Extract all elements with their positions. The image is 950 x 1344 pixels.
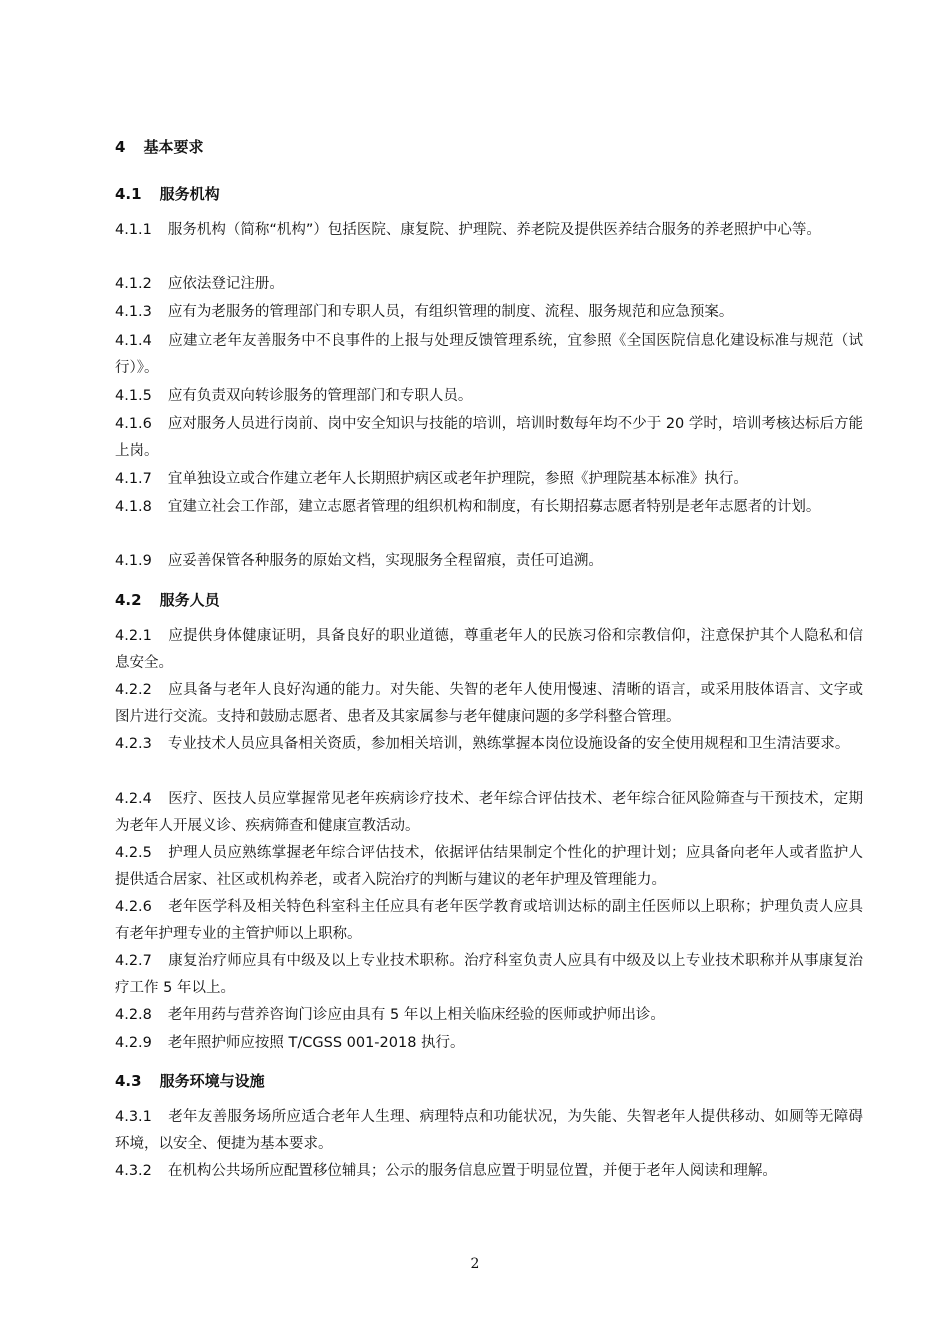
clause-text: 老年友善服务场所应适合老年人生理、病理特点和功能状况，为失能、失智老年人提供移动、如厕等无障碍环境，以安全、便捷为基本要求。 xyxy=(115,1109,863,1152)
clause-number: 4.1.6 xyxy=(115,416,152,432)
section-heading xyxy=(115,137,203,157)
clause xyxy=(115,299,863,326)
clause-number: 4.1.1 xyxy=(115,222,152,238)
clause-text: 康复治疗师应具有中级及以上专业技术职称。治疗科室负责人应具有中级及以上专业技术职称并从事康复治疗工作 5 年以上。 xyxy=(115,953,863,996)
clause-text: 在机构公共场所应配置移位辅具；公示的服务信息应置于明显位置，并便于老年人阅读和理解。 xyxy=(167,1163,777,1179)
clause-text: 应提供身体健康证明，具备良好的职业道德，尊重老年人的民族习俗和宗教信仰，注意保护其个人隐私和信息安全。 xyxy=(115,628,863,671)
clause-text: 应妥善保管各种服务的原始文档，实现服务全程留痕，责任可追溯。 xyxy=(167,553,603,569)
clause-number: 4.1.8 xyxy=(115,499,152,515)
clause xyxy=(115,217,863,244)
clause-number: 4.2.5 xyxy=(115,845,152,861)
clause-number: 4.1.4 xyxy=(115,333,152,349)
clause-number: 4.2.7 xyxy=(115,953,152,969)
subsection-title: 服务人员 xyxy=(159,591,220,609)
subsection-heading xyxy=(115,184,220,204)
clause xyxy=(115,494,863,521)
clause-number: 4.1.3 xyxy=(115,304,152,320)
page-number: 2 xyxy=(470,1256,480,1272)
clause-number: 4.2.2 xyxy=(115,682,152,698)
subsection-number: 4.1 xyxy=(115,185,142,203)
clause-number: 4.1.2 xyxy=(115,276,152,292)
clause-text: 宜单独设立或合作建立老年人长期照护病区或老年护理院，参照《护理院基本标准》执行。 xyxy=(167,471,748,487)
clause-number: 4.1.5 xyxy=(115,388,152,404)
clause xyxy=(115,840,863,894)
clause-text: 应依法登记注册。 xyxy=(167,276,284,292)
clause xyxy=(115,383,863,410)
clause-text: 应具备与老年人良好沟通的能力。对失能、失智的老年人使用慢速、清晰的语言，或采用肢体语言、文字或图片进行交流。支持和鼓励志愿者、患者及其家属参与老年健康问题的多学科整合管理。 xyxy=(115,682,863,725)
clause-text: 老年用药与营养咨询门诊应由具有 5 年以上相关临床经验的医师或护师出诊。 xyxy=(167,1007,665,1023)
clause-text: 服务机构（简称“机构”）包括医院、康复院、护理院、养老院及提供医养结合服务的养老照护中心等。 xyxy=(167,222,821,238)
clause-text: 护理人员应熟练掌握老年综合评估技术，依据评估结果制定个性化的护理计划；应具备向老年人或者监护人提供适合居家、社区或机构养老，或者入院治疗的判断与建议的老年护理及管理能力。 xyxy=(115,845,863,888)
section-number: 4 xyxy=(115,138,126,156)
clause xyxy=(115,328,863,382)
clause xyxy=(115,271,863,298)
clause xyxy=(115,1158,863,1185)
clause xyxy=(115,1104,863,1158)
clause xyxy=(115,1002,863,1029)
clause-number: 4.3.1 xyxy=(115,1109,152,1125)
clause-number: 4.1.7 xyxy=(115,471,152,487)
subsection-number: 4.3 xyxy=(115,1072,142,1090)
subsection-number: 4.2 xyxy=(115,591,142,609)
clause-text: 老年照护师应按照 T/CGSS 001-2018 执行。 xyxy=(167,1035,465,1051)
clause-text: 应建立老年友善服务中不良事件的上报与处理反馈管理系统，宜参照《全国医院信息化建设标准与规范（试行）》。 xyxy=(115,333,863,376)
clause-text: 应有为老服务的管理部门和专职人员，有组织管理的制度、流程、服务规范和应急预案。 xyxy=(167,304,734,320)
clause-text: 专业技术人员应具备相关资质，参加相关培训，熟练掌握本岗位设施设备的安全使用规程和卫生清洁要求。 xyxy=(167,736,850,752)
clause-number: 4.2.4 xyxy=(115,791,152,807)
clause-text: 老年医学科及相关特色科室科主任应具有老年医学教育或培训达标的副主任医师以上职称；护理负责人应具有老年护理专业的主管护师以上职称。 xyxy=(115,899,863,942)
clause-number: 4.1.9 xyxy=(115,553,152,569)
clause xyxy=(115,411,863,465)
clause-text: 应对服务人员进行岗前、岗中安全知识与技能的培训，培训时数每年均不少于 20 学时，培训考核达标后方能上岗。 xyxy=(115,416,863,459)
section-title: 基本要求 xyxy=(143,138,204,156)
clause xyxy=(115,948,863,1002)
clause xyxy=(115,731,863,758)
subsection-title: 服务机构 xyxy=(159,185,220,203)
clause-text: 宜建立社会工作部，建立志愿者管理的组织机构和制度，有长期招募志愿者特别是老年志愿者的计划。 xyxy=(167,499,821,515)
clause xyxy=(115,894,863,948)
clause xyxy=(115,786,863,840)
clause xyxy=(115,677,863,731)
subsection-heading xyxy=(115,590,220,610)
clause-text: 医疗、医技人员应掌握常见老年疾病诊疗技术、老年综合评估技术、老年综合征风险筛查与干预技术，定期为老年人开展义诊、疾病筛查和健康宣教活动。 xyxy=(115,791,863,834)
clause xyxy=(115,1030,863,1057)
clause-number: 4.2.9 xyxy=(115,1035,152,1051)
clause-number: 4.2.3 xyxy=(115,736,152,752)
subsection-title: 服务环境与设施 xyxy=(159,1072,265,1090)
clause xyxy=(115,548,863,575)
clause xyxy=(115,623,863,677)
clause-number: 4.2.8 xyxy=(115,1007,152,1023)
clause-number: 4.3.2 xyxy=(115,1163,152,1179)
clause-text: 应有负责双向转诊服务的管理部门和专职人员。 xyxy=(167,388,473,404)
subsection-heading xyxy=(115,1071,265,1091)
clause-number: 4.2.6 xyxy=(115,899,152,915)
clause xyxy=(115,466,863,493)
clause-number: 4.2.1 xyxy=(115,628,152,644)
